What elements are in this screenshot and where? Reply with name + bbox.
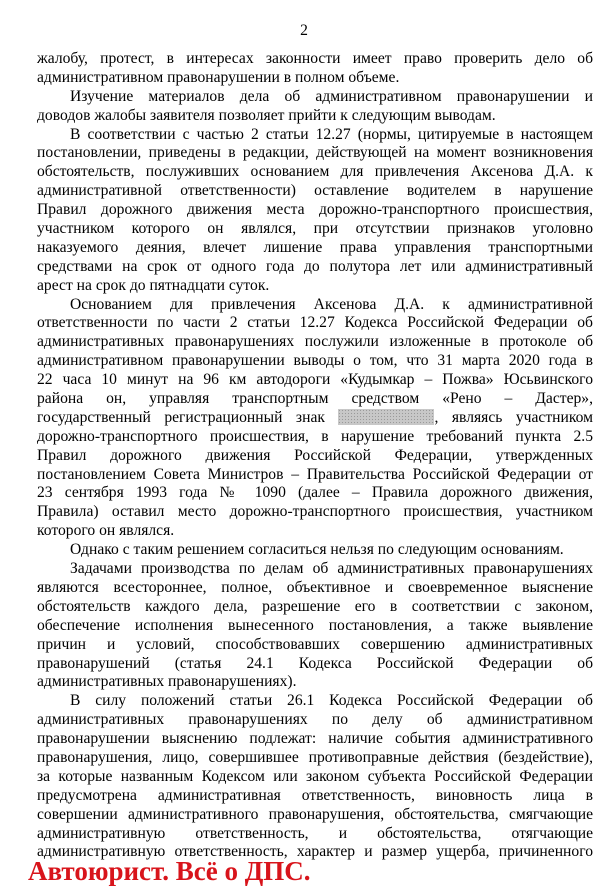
- text-line: являются всестороннее, полное, объективное и своевременное выяснение: [37, 578, 593, 596]
- text-line: Правил дорожного движения Российской Федерации, утвержденных: [37, 446, 593, 464]
- text-segment: государственный регистрационный знак: [37, 408, 339, 426]
- text-line: причин и условий, способствовавших совершению административных: [37, 635, 593, 653]
- text-line: доводов жалобы заявителя позволяет прийти к следующим выводам.: [37, 106, 496, 124]
- text-line: административных правонарушениях послужили изложенные в протоколе об: [37, 333, 593, 351]
- text-line: обеспечение исполнения вынесенного постановления, а также выявление: [37, 616, 593, 634]
- text-line: 23 сентября 1993 года № 1090 (далее – Правила дорожного движения,: [37, 484, 593, 502]
- text-line: Основанием для привлечения Аксенова Д.А. к административной: [70, 295, 593, 313]
- watermark: Автоюрист. Всё о ДПС.: [28, 856, 311, 886]
- text-line: средствами на срок от одного года до полутора лет или административный: [37, 257, 593, 275]
- text-line: 22 часа 10 минут на 96 км автодороги «Кудымкар – Пожва» Юсьвинского: [37, 371, 593, 389]
- text-line: административном правонарушении в полном объеме.: [37, 68, 400, 86]
- text-line: обстоятельств каждого дела, разрешение его в соответствии с законом,: [37, 597, 593, 615]
- text-line: наказуемого деяния, влечет лишение права управления транспортными: [37, 238, 593, 256]
- redacted-plate-number: [338, 409, 434, 425]
- text-line: административную ответственность, и обстоятельства, отягчающие: [37, 824, 593, 842]
- text-line: В соответствии с частью 2 статьи 12.27 (нормы, цитируемые в настоящем: [70, 125, 593, 143]
- text-line: предусмотрена административная ответственность, виновность лица в: [37, 786, 593, 804]
- text-line: правонарушений (статья 24.1 Кодекса Российской Федерации об: [37, 654, 593, 672]
- page-number: 2: [300, 22, 308, 39]
- text-line: совершении административного правонарушения, обстоятельства, смягчающие: [37, 805, 593, 823]
- document-body: [37, 50, 593, 862]
- text-segment: , являясь участником: [434, 408, 593, 426]
- text-line: района он, управляя транспортным средством «Рено – Дастер»,: [37, 390, 593, 408]
- text-line: Задачами производства по делам об административных правонарушениях: [70, 560, 593, 578]
- text-line: которого он являлся.: [37, 522, 175, 540]
- text-line: административную ответственность, характер и размер ущерба, причиненного: [37, 843, 593, 861]
- text-line: арест на срок до пятнадцати суток.: [37, 276, 270, 294]
- text-line: Правил дорожного движения места дорожно-транспортного происшествия,: [37, 201, 593, 219]
- text-line: дорожно-транспортного происшествия, в нарушение требований пункта 2.5: [37, 427, 593, 445]
- text-line: участником которого он являлся, при отсутствии признаков уголовно: [37, 220, 593, 238]
- text-line: обстоятельств, послуживших основанием для привлечения Аксенова Д.А. к: [37, 163, 593, 181]
- text-line: административном правонарушении выводы о том, что 31 марта 2020 года в: [37, 352, 593, 370]
- text-line: за которые названным Кодексом или законом субъекта Российской Федерации: [37, 767, 593, 785]
- text-line: ответственности по части 2 статьи 12.27 Кодекса Российской Федерации об: [37, 314, 593, 332]
- text-line: Однако с таким решением согласиться нельзя по следующим основаниям.: [70, 541, 564, 559]
- text-line: жалобу, протест, в интересах законности имеет право проверить дело об: [37, 50, 593, 67]
- text-line: административной ответственности) оставление водителем в нарушение: [37, 182, 593, 200]
- text-line: Правила) оставил место дорожно-транспортного происшествия, участником: [37, 503, 593, 521]
- text-line: Изучение материалов дела об административном правонарушении и: [70, 87, 593, 105]
- text-line: административных правонарушениях).: [37, 673, 297, 691]
- text-line: постановлением Совета Министров – Правительства Российской Федерации от: [37, 465, 593, 483]
- text-line: постановлении, приведены в редакции, действующей на момент возникновения: [37, 144, 593, 162]
- text-line: правонарушения, лицо, совершившее противоправные действия (бездействие),: [37, 748, 593, 766]
- text-line: правонарушении выяснению подлежат: наличие события административного: [37, 730, 593, 748]
- text-line: [37, 409, 593, 428]
- text-line: В силу положений статьи 26.1 Кодекса Российской Федерации об: [70, 692, 593, 710]
- text-line: административных правонарушениях по делу об административном: [37, 711, 593, 729]
